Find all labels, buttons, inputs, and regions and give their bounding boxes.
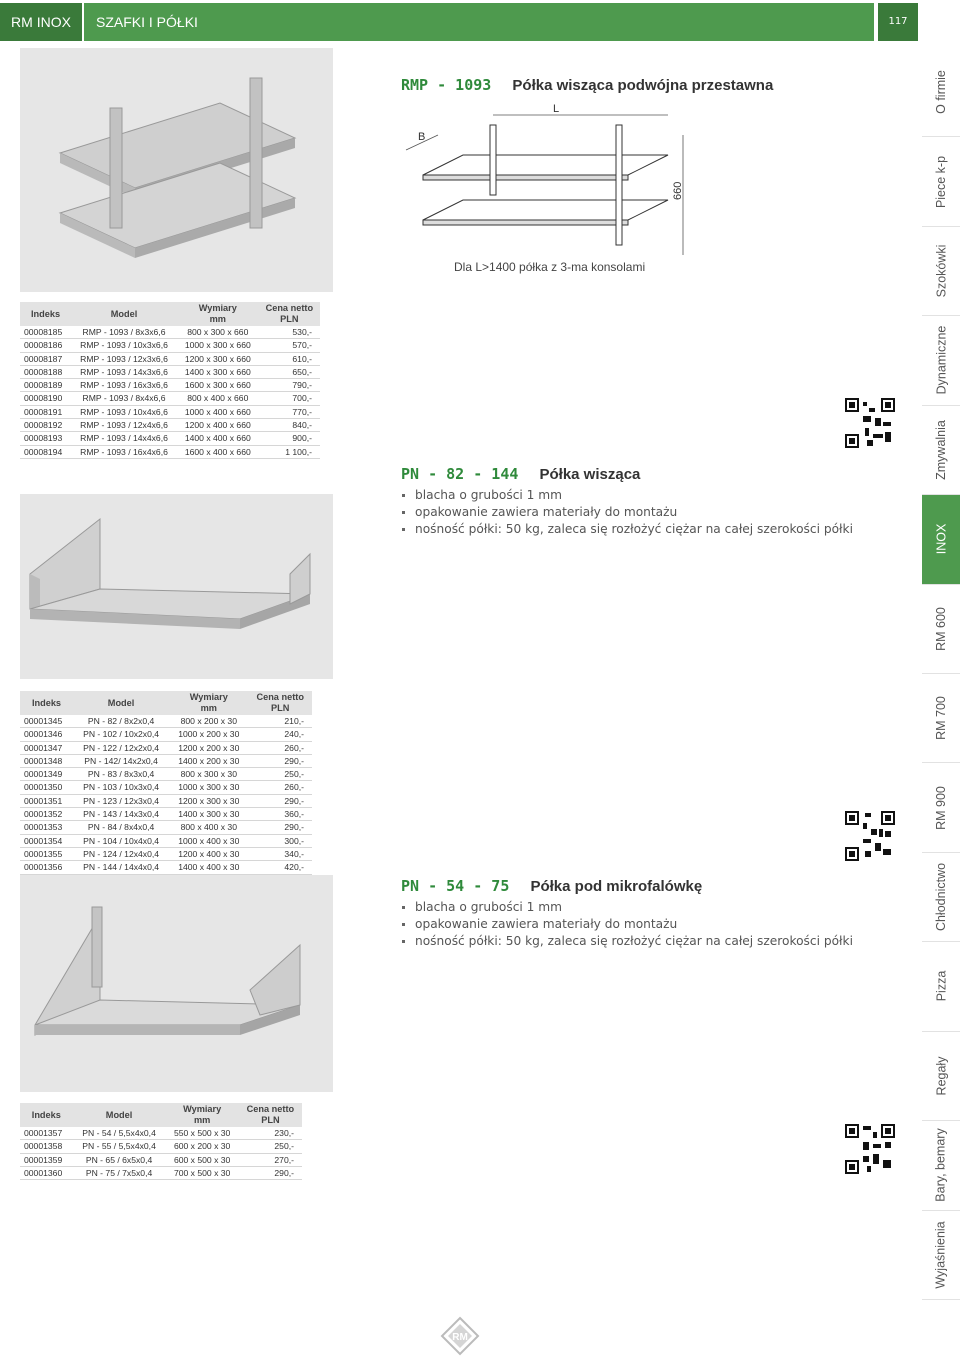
price-cell: 1 100,- xyxy=(259,445,320,458)
model-cell: PN - 103 / 10x3x0,4 xyxy=(73,781,169,794)
column-header-label: Wymiary xyxy=(183,1104,222,1114)
table-row xyxy=(20,834,312,847)
pn82-features xyxy=(400,487,853,538)
feature-item: blacha o grubości 1 mm xyxy=(400,487,853,504)
price-cell: 260,- xyxy=(248,781,312,794)
index-cell: 00001349 xyxy=(20,768,73,781)
column-header-label: Model xyxy=(110,308,138,319)
index-cell: 00001347 xyxy=(20,741,73,754)
column-header-label: Indeks xyxy=(31,308,61,319)
dims-cell: 1200 x 300 x 660 xyxy=(177,352,259,365)
column-header xyxy=(73,1103,166,1127)
pn54-price-table xyxy=(20,1103,302,1180)
index-cell: 00008194 xyxy=(20,445,71,458)
model-cell: PN - 54 / 5,5x4x0,4 xyxy=(73,1127,166,1140)
column-header-unit: mm xyxy=(200,703,217,713)
price-cell: 290,- xyxy=(248,821,312,834)
dim-l-label: L xyxy=(553,103,560,115)
feature-item: opakowanie zawiera materiały do montażu xyxy=(400,916,853,933)
dims-cell: 1200 x 400 x 660 xyxy=(177,419,259,432)
model-cell: PN - 124 / 12x4x0,4 xyxy=(73,847,169,860)
index-cell: 00001350 xyxy=(20,781,73,794)
column-header-label: Model xyxy=(107,697,135,708)
sidebar-item-0[interactable] xyxy=(922,48,960,137)
sidebar-item-13[interactable] xyxy=(922,1211,960,1300)
sidebar-item-label: RM 600 xyxy=(934,606,948,651)
table-row xyxy=(20,741,312,754)
price-cell: 360,- xyxy=(248,808,312,821)
table-row xyxy=(20,754,312,767)
feature-item: blacha o grubości 1 mm xyxy=(400,899,853,916)
model-cell: RMP - 1093 / 16x4x6,6 xyxy=(71,445,177,458)
index-cell: 00008189 xyxy=(20,379,71,392)
model-cell: RMP - 1093 / 10x4x6,6 xyxy=(71,405,177,418)
dims-cell: 600 x 500 x 30 xyxy=(166,1153,239,1166)
table-row xyxy=(20,847,312,860)
product-photo-pn-82 xyxy=(20,494,333,679)
model-cell: PN - 144 / 14x4x0,4 xyxy=(73,861,169,874)
model-cell: PN - 82 / 8x2x0,4 xyxy=(73,715,169,728)
product-photo-pn-54 xyxy=(20,875,333,1092)
column-header xyxy=(20,691,73,715)
product-title: Półka wisząca xyxy=(539,466,641,483)
column-header-unit: mm xyxy=(193,1115,211,1125)
column-header xyxy=(71,302,177,326)
logo-text: RM xyxy=(452,1332,468,1343)
price-cell: 770,- xyxy=(259,405,320,418)
column-header-label: Model xyxy=(105,1109,133,1120)
table-row xyxy=(20,715,312,728)
qr-code-icon[interactable] xyxy=(845,1124,895,1178)
sidebar-item-label: Piece k-p xyxy=(934,155,949,208)
sidebar-item-9[interactable] xyxy=(922,853,960,942)
index-cell: 00008193 xyxy=(20,432,71,445)
index-cell: 00008192 xyxy=(20,419,71,432)
table-header-row xyxy=(20,1103,302,1127)
dims-cell: 800 x 300 x 660 xyxy=(177,326,259,339)
index-cell: 00001346 xyxy=(20,728,73,741)
table-row xyxy=(20,365,320,378)
product-title: Półka wisząca podwójna przestawna xyxy=(512,77,774,94)
dims-cell: 1200 x 200 x 30 xyxy=(169,741,248,754)
page-number: 117 xyxy=(878,3,918,41)
price-cell: 270,- xyxy=(239,1153,302,1166)
model-cell: RMP - 1093 / 14x3x6,6 xyxy=(71,365,177,378)
price-cell: 790,- xyxy=(259,379,320,392)
column-header-label: Wymiary xyxy=(198,303,237,313)
index-cell: 00001355 xyxy=(20,847,73,860)
sidebar-item-label: Chłodnictwo xyxy=(934,863,948,932)
feature-item: nośność półki: 50 kg, zaleca się rozłożyć ciężar na całej szerokości półki xyxy=(400,521,853,538)
column-header xyxy=(20,1103,73,1127)
table-row xyxy=(20,821,312,834)
table-row xyxy=(20,861,312,874)
column-header-label: Indeks xyxy=(31,697,62,708)
brand-label: RM INOX xyxy=(0,3,82,41)
sidebar-item-1[interactable] xyxy=(922,137,960,226)
model-cell: RMP - 1093 / 14x4x6,6 xyxy=(71,432,177,445)
index-cell: 00001356 xyxy=(20,861,73,874)
index-cell: 00001352 xyxy=(20,808,73,821)
product-code: PN - 82 - 144 xyxy=(401,465,519,483)
column-header xyxy=(20,302,71,326)
model-cell: PN - 122 / 12x2x0,4 xyxy=(73,741,169,754)
table-row xyxy=(20,1153,302,1166)
price-cell: 420,- xyxy=(248,861,312,874)
rmp-technical-drawing xyxy=(398,100,698,260)
sidebar-item-label: INOX xyxy=(934,524,948,555)
dims-cell: 1400 x 300 x 30 xyxy=(169,808,248,821)
model-cell: RMP - 1093 / 8x3x6,6 xyxy=(71,326,177,339)
model-cell: PN - 143 / 14x3x0,4 xyxy=(73,808,169,821)
dims-cell: 1600 x 400 x 660 xyxy=(177,445,259,458)
qr-code-icon[interactable] xyxy=(845,811,895,865)
model-cell: PN - 102 / 10x2x0,4 xyxy=(73,728,169,741)
index-cell: 00001358 xyxy=(20,1140,73,1153)
column-header xyxy=(248,691,312,715)
table-row xyxy=(20,379,320,392)
price-cell: 900,- xyxy=(259,432,320,445)
price-cell: 250,- xyxy=(248,768,312,781)
product-title: Półka pod mikrofalówkę xyxy=(530,878,703,895)
column-header xyxy=(177,302,259,326)
rm-logo xyxy=(440,1316,480,1356)
microwave-shelf-illustration xyxy=(20,875,333,1092)
index-cell: 00008185 xyxy=(20,326,71,339)
column-header-unit: PLN xyxy=(271,703,290,713)
column-header-unit: mm xyxy=(209,314,226,324)
dims-cell: 550 x 500 x 30 xyxy=(166,1127,239,1140)
model-cell: PN - 65 / 6x5x0,4 xyxy=(73,1153,166,1166)
index-cell: 00001351 xyxy=(20,794,73,807)
column-header xyxy=(259,302,320,326)
dims-cell: 1600 x 300 x 660 xyxy=(177,379,259,392)
sidebar-item-label: Szokówki xyxy=(934,244,949,298)
model-cell: RMP - 1093 / 16x3x6,6 xyxy=(71,379,177,392)
column-header xyxy=(239,1103,302,1127)
wall-shelf-illustration xyxy=(20,494,333,679)
column-header-unit: PLN xyxy=(280,314,299,324)
table-row xyxy=(20,1166,302,1179)
index-cell: 00008186 xyxy=(20,339,71,352)
model-cell: PN - 142/ 14x2x0,4 xyxy=(73,754,169,767)
table-row xyxy=(20,728,312,741)
dims-cell: 1200 x 300 x 30 xyxy=(169,794,248,807)
table-header-row xyxy=(20,302,320,326)
index-cell: 00001348 xyxy=(20,754,73,767)
price-cell: 260,- xyxy=(248,741,312,754)
double-shelf-illustration xyxy=(20,48,333,292)
model-cell: PN - 123 / 12x3x0,4 xyxy=(73,794,169,807)
feature-item: nośność półki: 50 kg, zaleca się rozłożyć ciężar na całej szerokości półki xyxy=(400,933,853,950)
sidebar-item-label: Zmywalnia xyxy=(934,420,948,480)
dims-cell: 1400 x 300 x 660 xyxy=(177,365,259,378)
price-cell: 530,- xyxy=(259,326,320,339)
table-row xyxy=(20,352,320,365)
index-cell: 00008188 xyxy=(20,365,71,378)
price-cell: 300,- xyxy=(248,834,312,847)
price-cell: 700,- xyxy=(259,392,320,405)
dims-cell: 1000 x 400 x 30 xyxy=(169,834,248,847)
model-cell: PN - 55 / 5,5x4x0,4 xyxy=(73,1140,166,1153)
dims-cell: 600 x 200 x 30 xyxy=(166,1140,239,1153)
sidebar-item-label: Bary, bemary xyxy=(934,1128,948,1203)
product-photo-rmp-1093 xyxy=(20,48,333,292)
column-header xyxy=(73,691,169,715)
product-code: PN - 54 - 75 xyxy=(401,877,510,895)
price-cell: 650,- xyxy=(259,365,320,378)
model-cell: RMP - 1093 / 12x4x6,6 xyxy=(71,419,177,432)
table-row xyxy=(20,392,320,405)
index-cell: 00008191 xyxy=(20,405,71,418)
price-cell: 290,- xyxy=(248,794,312,807)
column-header xyxy=(166,1103,239,1127)
table-row xyxy=(20,1140,302,1153)
price-cell: 230,- xyxy=(239,1127,302,1140)
dim-b-label: B xyxy=(418,131,426,143)
sidebar-item-label: Dynamiczne xyxy=(934,326,948,395)
table-row xyxy=(20,794,312,807)
table-row xyxy=(20,768,312,781)
sidebar-item-label: RM 700 xyxy=(934,696,948,741)
index-cell: 00008190 xyxy=(20,392,71,405)
table-row xyxy=(20,808,312,821)
dims-cell: 800 x 300 x 30 xyxy=(169,768,248,781)
index-cell: 00001360 xyxy=(20,1166,73,1179)
table-row xyxy=(20,432,320,445)
index-cell: 00008187 xyxy=(20,352,71,365)
column-header xyxy=(169,691,248,715)
index-cell: 00001359 xyxy=(20,1153,73,1166)
sidebar-item-10[interactable] xyxy=(922,942,960,1031)
dim-h-label: 660 xyxy=(672,181,684,200)
sidebar-item-5[interactable] xyxy=(922,495,960,584)
dims-cell: 800 x 400 x 30 xyxy=(169,821,248,834)
price-cell: 840,- xyxy=(259,419,320,432)
sidebar-item-6[interactable] xyxy=(922,585,960,674)
table-row xyxy=(20,405,320,418)
column-header-label: Cena netto xyxy=(246,1104,295,1114)
model-cell: RMP - 1093 / 10x3x6,6 xyxy=(71,339,177,352)
pn54-heading xyxy=(401,876,702,895)
sidebar-item-2[interactable] xyxy=(922,227,960,316)
table-row xyxy=(20,1127,302,1140)
feature-item: opakowanie zawiera materiały do montażu xyxy=(400,504,853,521)
column-header-label: Cena netto xyxy=(265,303,314,313)
rmp-note: Dla L>1400 półka z 3-ma konsolami xyxy=(454,260,646,274)
column-header-unit: PLN xyxy=(261,1115,280,1125)
dims-cell: 800 x 200 x 30 xyxy=(169,715,248,728)
index-cell: 00001357 xyxy=(20,1127,73,1140)
dims-cell: 1200 x 400 x 30 xyxy=(169,847,248,860)
sidebar-item-label: RM 900 xyxy=(934,785,948,830)
price-cell: 340,- xyxy=(248,847,312,860)
dims-cell: 1000 x 200 x 30 xyxy=(169,728,248,741)
pn82-price-table xyxy=(20,691,312,875)
price-cell: 290,- xyxy=(239,1166,302,1179)
column-header-label: Wymiary xyxy=(189,692,228,702)
qr-code-icon[interactable] xyxy=(845,398,895,452)
dims-cell: 800 x 400 x 660 xyxy=(177,392,259,405)
sidebar-item-7[interactable] xyxy=(922,674,960,763)
dims-cell: 700 x 500 x 30 xyxy=(166,1166,239,1179)
sidebar-item-12[interactable] xyxy=(922,1121,960,1210)
sidebar-item-label: O firmie xyxy=(934,70,948,115)
table-header-row xyxy=(20,691,312,715)
table-row xyxy=(20,445,320,458)
index-cell: 00001353 xyxy=(20,821,73,834)
price-cell: 290,- xyxy=(248,754,312,767)
model-cell: RMP - 1093 / 12x3x6,6 xyxy=(71,352,177,365)
sidebar-item-4[interactable] xyxy=(922,406,960,495)
column-header-label: Indeks xyxy=(31,1109,61,1120)
sidebar-item-label: Pizza xyxy=(933,971,948,1002)
model-cell: PN - 75 / 7x5x0,4 xyxy=(73,1166,166,1179)
dims-cell: 1000 x 400 x 660 xyxy=(177,405,259,418)
dims-cell: 1400 x 400 x 660 xyxy=(177,432,259,445)
model-cell: PN - 84 / 8x4x0,4 xyxy=(73,821,169,834)
dims-cell: 1400 x 400 x 30 xyxy=(169,861,248,874)
dims-cell: 1400 x 200 x 30 xyxy=(169,754,248,767)
sidebar-item-label: Regały xyxy=(934,1056,949,1096)
table-row xyxy=(20,339,320,352)
price-cell: 250,- xyxy=(239,1140,302,1153)
table-row xyxy=(20,781,312,794)
sidebar-item-3[interactable] xyxy=(922,316,960,405)
rmp-heading xyxy=(401,75,773,94)
price-cell: 210,- xyxy=(248,715,312,728)
model-cell: PN - 104 / 10x4x0,4 xyxy=(73,834,169,847)
table-row xyxy=(20,326,320,339)
sidebar-item-11[interactable] xyxy=(922,1032,960,1121)
index-cell: 00001345 xyxy=(20,715,73,728)
sidebar-item-8[interactable] xyxy=(922,763,960,852)
column-header-label: Cena netto xyxy=(256,692,304,702)
pn54-features xyxy=(400,899,853,950)
sidebar-nav xyxy=(922,48,960,1300)
sidebar-item-label: Wyjaśnienia xyxy=(934,1221,948,1289)
price-cell: 240,- xyxy=(248,728,312,741)
price-cell: 570,- xyxy=(259,339,320,352)
index-cell: 00001354 xyxy=(20,834,73,847)
product-code: RMP - 1093 xyxy=(401,76,492,94)
table-row xyxy=(20,419,320,432)
price-cell: 610,- xyxy=(259,352,320,365)
pn82-heading xyxy=(401,464,640,483)
model-cell: RMP - 1093 / 8x4x6,6 xyxy=(71,392,177,405)
model-cell: PN - 83 / 8x3x0,4 xyxy=(73,768,169,781)
rmp-price-table xyxy=(20,302,320,459)
dims-cell: 1000 x 300 x 660 xyxy=(177,339,259,352)
section-title: SZAFKI I PÓŁKI xyxy=(84,3,874,41)
dims-cell: 1000 x 300 x 30 xyxy=(169,781,248,794)
